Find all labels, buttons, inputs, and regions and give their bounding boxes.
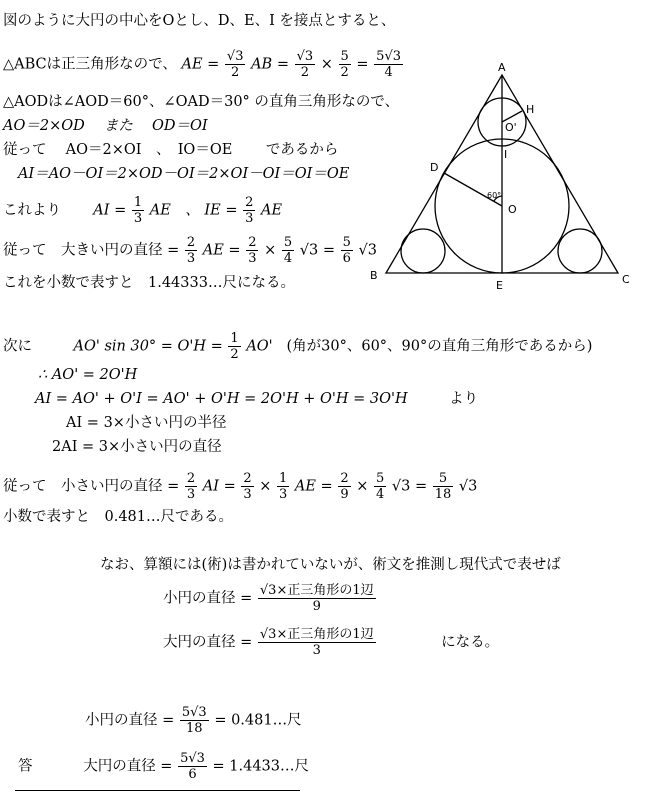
label-d: D	[430, 161, 439, 174]
text-line-15: 従って 小さい円の直径 = $\frac{2}{3}$ AI = $\frac{2}{3}$ × $\frac{1}{3}$ AE = $\frac{2}{9}$ × $\frac{5}{4}$ √3 = $\frac{5}{18}$ √3	[3, 471, 478, 502]
radius-od	[444, 173, 502, 206]
fraction: $\frac{5√3}{18}$	[181, 705, 207, 736]
fraction: $\frac{5}{4}$	[375, 471, 385, 502]
fraction: $\frac{2}{3}$	[186, 235, 196, 266]
fraction: $\frac{1}{3}$	[133, 195, 143, 226]
label-e: E	[496, 279, 503, 292]
text-line-18: 小円の直径 = $\frac{\text{√3×正三角形の1辺}}{9}$	[163, 583, 374, 614]
answer-underline	[15, 790, 300, 791]
text-line-5: 従って AO＝2×OI 、 IO＝OE であるから	[3, 142, 339, 158]
text-line-16: 小数で表すと 0.481…尺である。	[3, 509, 234, 525]
label-a: A	[498, 61, 506, 74]
small-circle-right	[558, 229, 602, 273]
fraction: $\frac{\text{√3×正三角形の1辺}}{9}$	[259, 583, 374, 614]
label-b: B	[370, 269, 378, 282]
small-circle-left	[401, 229, 445, 273]
fraction: $\frac{5}{4}$	[283, 235, 293, 266]
fraction: $\frac{5√3}{6}$	[180, 751, 205, 782]
label-h: H	[526, 103, 535, 116]
text-line-3: △AODは∠AOD＝60°、∠OAD＝30° の直角三角形なので、	[3, 94, 400, 110]
fraction: $\frac{1}{3}$	[279, 471, 288, 502]
text-line-10: 次に AO' sin 30° = O'H = $\frac{1}{2}$ AO' (角が30°、60°、90°の直角三角形であるから)	[3, 331, 593, 362]
text-line-9: これを小数で表すと 1.44333…尺になる。	[3, 275, 295, 291]
fraction: $\frac{2}{9}$	[340, 471, 349, 502]
geometry-figure	[360, 55, 645, 295]
label-angle: 60°	[487, 191, 502, 200]
text-line-14: 2AI = 3×小さい円の直径	[52, 439, 222, 455]
fraction: $\frac{5√3}{4}$	[376, 49, 401, 80]
label-i: I	[504, 148, 508, 161]
text-line-11: ∴ AO' = 2O'H	[38, 367, 138, 383]
text-line-4: AO＝2×OD また OD＝OI	[3, 118, 208, 134]
text-line-12: AI = AO' + O'I = AO' + O'H = 2O'H + O'H = 3O'H より	[35, 391, 479, 407]
fraction: $\frac{√3}{2}$	[296, 49, 314, 80]
fraction: $\frac{5}{18}$	[434, 471, 452, 502]
fraction: $\frac{1}{2}$	[230, 331, 239, 362]
answer-label: 答	[18, 758, 33, 775]
label-oprime: O'	[505, 121, 517, 134]
text-line-17: なお、算額には(術)は書かれていないが、術文を推測し現代式で表せば	[100, 557, 561, 573]
text-line-13: AI = 3×小さい円の半径	[66, 415, 227, 431]
text-line-19: 大円の直径 = $\frac{\text{√3×正三角形の1辺}}{3}$ になる。	[163, 627, 500, 658]
text-line-7: これより AI = $\frac{1}{3}$ AE 、 IE = $\frac{2}{3}$ AE	[3, 195, 283, 226]
fraction: $\frac{2}{3}$	[248, 235, 257, 266]
text-line-2: △ABCは正三角形なので、 AE = $\frac{√3}{2}$ AB = $\frac{√3}{2}$ × $\frac{5}{2}$ = $\frac{5√3}{4}$	[3, 49, 401, 80]
text-line-1: 図のように大円の中心をOとし、D、E、I を接点とすると、	[3, 13, 396, 29]
text-line-8: 従って 大きい円の直径 = $\frac{2}{3}$ AE = $\frac{2}{3}$ × $\frac{5}{4}$ √3 = $\frac{5}{6}$ √3	[3, 235, 377, 266]
fraction: $\frac{2}{3}$	[245, 195, 254, 226]
fraction: $\frac{√3}{2}$	[226, 49, 244, 80]
text-line-21: 答 大円の直径 = $\frac{5√3}{6}$ = 1.4433…尺	[18, 751, 310, 782]
fraction: $\frac{2}{3}$	[243, 471, 252, 502]
text-line-6: AI＝AO－OI＝2×OD－OI＝2×OI－OI＝OI＝OE	[18, 166, 350, 182]
fraction: $\frac{5}{6}$	[342, 235, 351, 266]
text-line-20: 小円の直径 = $\frac{5√3}{18}$ = 0.481…尺	[85, 705, 302, 736]
fraction: $\frac{5}{2}$	[340, 49, 349, 80]
fraction: $\frac{\text{√3×正三角形の1辺}}{3}$	[259, 627, 374, 658]
label-o: O	[508, 203, 517, 216]
label-c: C	[622, 273, 630, 286]
fraction: $\frac{2}{3}$	[186, 471, 196, 502]
